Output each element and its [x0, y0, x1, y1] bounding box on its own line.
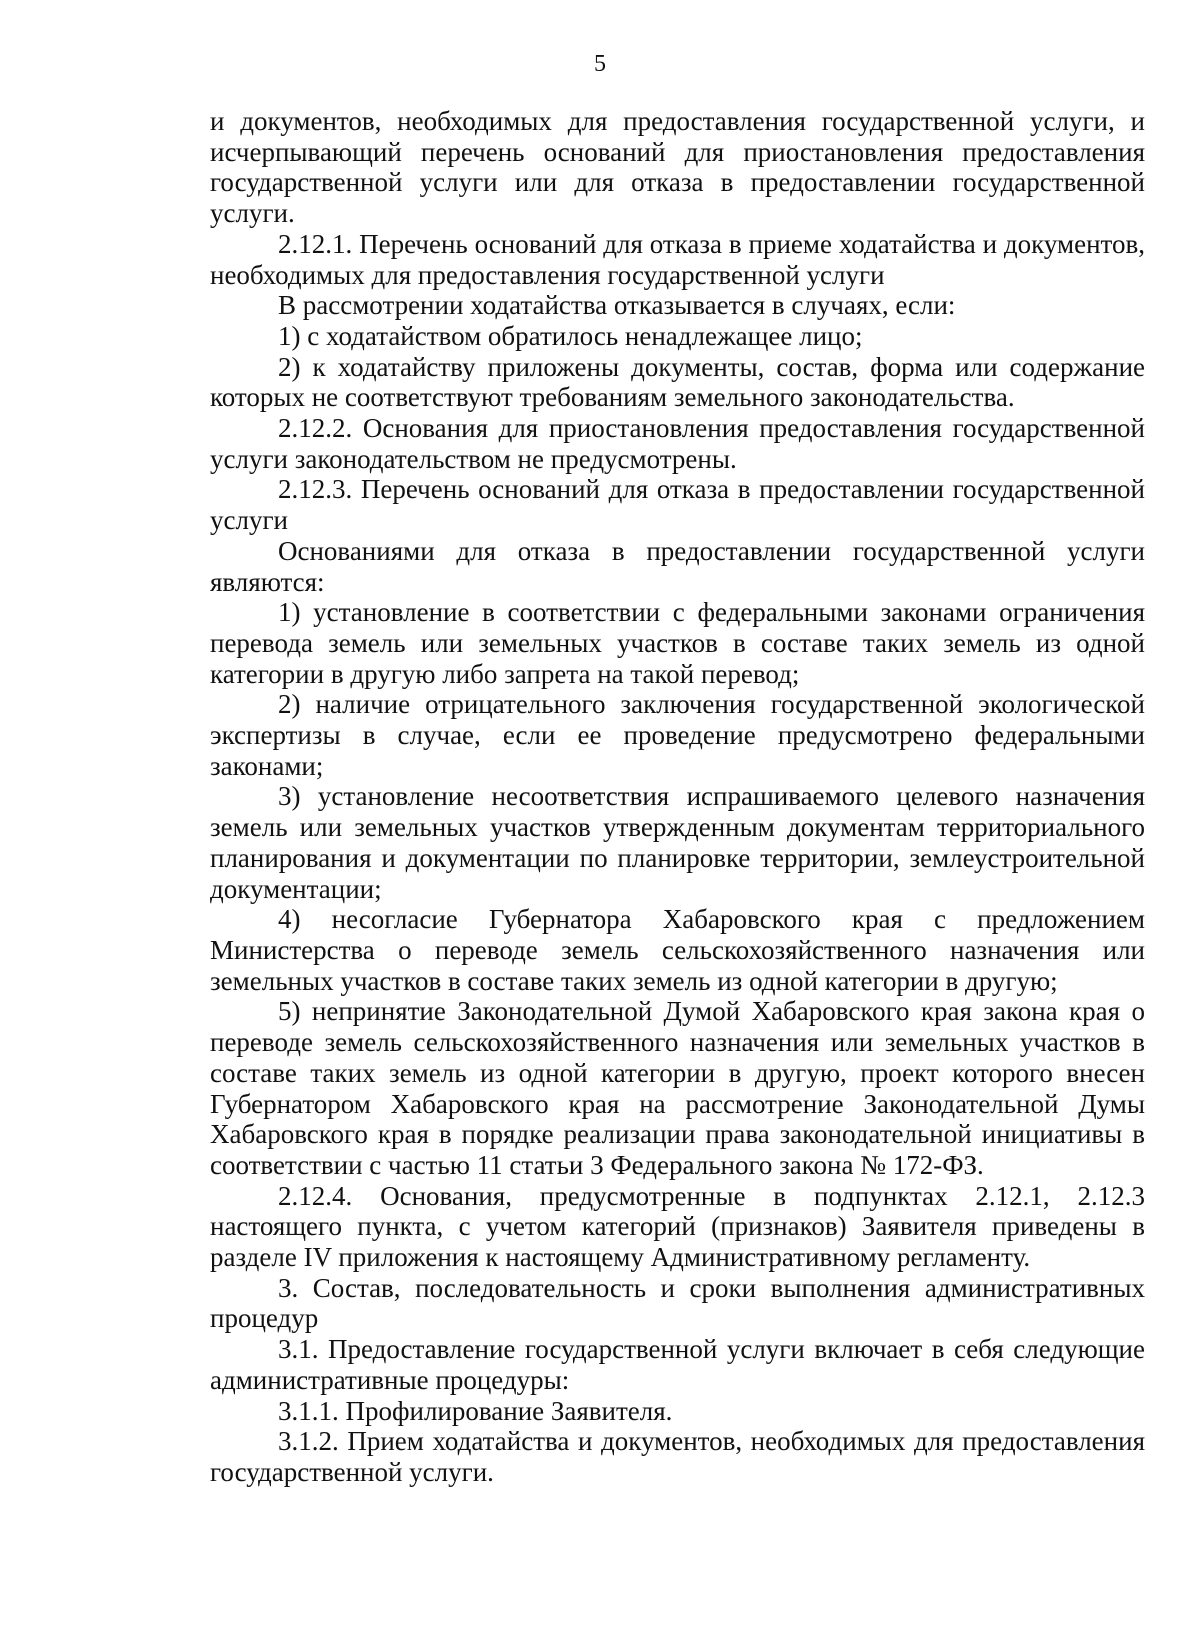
list-item: 1) установление в соответствии с федеральными законами ограничения перевода земель или земельных участков в составе таких земель из одной категории в другую либо запрета на такой перевод;	[210, 597, 1145, 689]
list-item: 5) непринятие Законодательной Думой Хабаровского края закона края о переводе земель сельскохозяйственного назначения или земельных участков в составе таких земель из одной категории в другую, проект которого внесен Губернатором Хабаровского края на рассмотрение Законодательной Думы Хабаровского края в порядке реализации права законодательной инициативы в соответствии с частью 11 статьи 3 Федерального закона № 172-ФЗ.	[210, 996, 1145, 1180]
list-item: 3) установление несоответствия испрашиваемого целевого назначения земель или земельных участков утвержденным документам территориального планирования и документации по планировке территории, землеустроительной документации;	[210, 781, 1145, 904]
list-item: 2) к ходатайству приложены документы, состав, форма или содержание которых не соответствуют требованиям земельного законодательства.	[210, 351, 1145, 413]
paragraph: и документов, необходимых для предоставления государственной услуги, и исчерпывающий перечень оснований для приостановления предоставления государственной услуги или для отказа в предоставлении государственной услуги.	[210, 106, 1145, 229]
document-body	[210, 106, 1145, 1488]
paragraph: 2.12.4. Основания, предусмотренные в подпунктах 2.12.1, 2.12.3 настоящего пункта, с учетом категорий (признаков) Заявителя приведены в разделе IV приложения к настоящему Административному регламенту.	[210, 1180, 1145, 1273]
paragraph: В рассмотрении ходатайства отказывается в случаях, если:	[278, 290, 956, 321]
paragraph: 2.12.3. Перечень оснований для отказа в предоставлении государственной услуги	[210, 474, 1145, 536]
list-item: 3.1.1. Профилирование Заявителя.	[278, 1395, 673, 1426]
list-item: 4) несогласие Губернатора Хабаровского края с предложением Министерства о переводе земель сельскохозяйственного назначения или земельных участков в составе таких земель из одной категории в другую;	[210, 904, 1145, 996]
list-item: 2) наличие отрицательного заключения государственной экологической экспертизы в случае, если ее проведение предусмотрено федеральными законами;	[210, 689, 1145, 781]
paragraph: Основаниями для отказа в предоставлении государственной услуги являются:	[210, 535, 1145, 597]
paragraph: 2.12.2. Основания для приостановления предоставления государственной услуги законодательством не предусмотрены.	[210, 413, 1145, 474]
page-number: 5	[594, 51, 606, 77]
list-item: 3.1.2. Прием ходатайства и документов, необходимых для предоставления государственной услуги.	[210, 1426, 1145, 1487]
list-item: 1) с ходатайством обратилось ненадлежащее лицо;	[278, 320, 863, 351]
paragraph: 2.12.1. Перечень оснований для отказа в приеме ходатайства и документов, необходимых для предоставления государственной услуги	[210, 228, 1145, 290]
paragraph: 3.1. Предоставление государственной услуги включает в себя следующие административные процедуры:	[210, 1334, 1145, 1395]
section-heading: 3. Состав, последовательность и сроки выполнения административных процедур	[210, 1272, 1145, 1334]
